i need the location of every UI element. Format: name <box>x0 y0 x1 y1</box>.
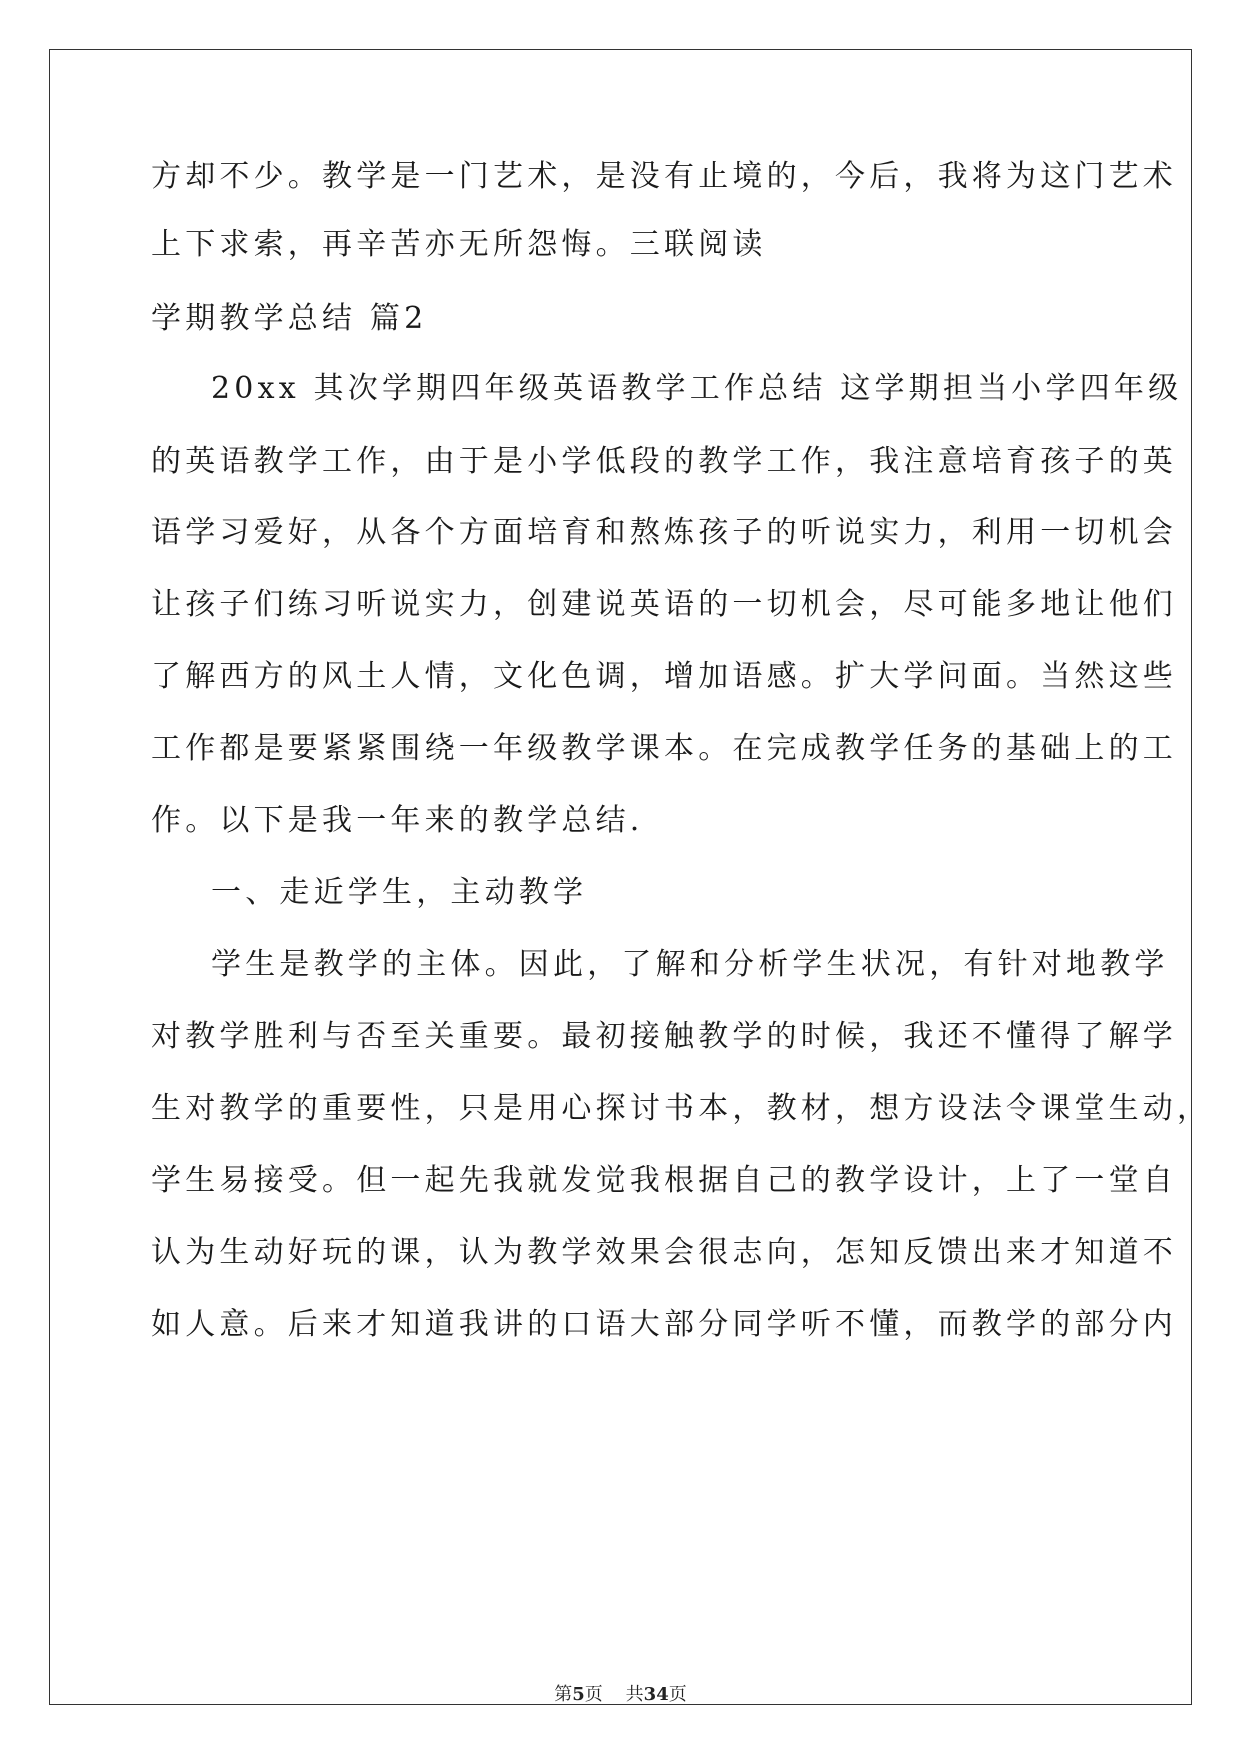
text-line: 了解西方的风土人情，文化色调，增加语感。扩大学问面。当然这些 <box>151 659 1177 694</box>
text-line: 让孩子们练习听说实力，创建说英语的一切机会，尽可能多地让他们 <box>151 587 1177 622</box>
page-suffix: 页 <box>584 1684 603 1705</box>
total-prefix: 共 <box>625 1684 644 1705</box>
text-line: 工作都是要紧紧围绕一年级教学课本。在完成教学任务的基础上的工 <box>151 731 1177 766</box>
paragraph-first-line: 学生是教学的主体。因此，了解和分析学生状况，有针对地教学 <box>211 947 1169 982</box>
text-line: 作。以下是我一年来的教学总结. <box>151 803 644 838</box>
page-prefix: 第 <box>554 1684 573 1705</box>
text-line: 上下求索，再辛苦亦无所怨悔。三联阅读 <box>151 227 767 262</box>
text-line: 学生易接受。但一起先我就发觉我根据自己的教学设计，上了一堂自 <box>151 1163 1177 1198</box>
section-heading: 学期教学总结 篇2 <box>151 301 428 336</box>
total-suffix: 页 <box>668 1684 687 1705</box>
text-line: 语学习爱好，从各个方面培育和熬炼孩子的听说实力，利用一切机会 <box>151 515 1177 550</box>
text-line: 如人意。后来才知道我讲的口语大部分同学听不懂，而教学的部分内 <box>151 1307 1177 1342</box>
text-line: 方却不少。教学是一门艺术，是没有止境的，今后，我将为这门艺术 <box>151 159 1177 194</box>
paragraph-first-line: 20xx 其次学期四年级英语教学工作总结 这学期担当小学四年级 <box>211 371 1183 406</box>
text-line: 生对教学的重要性，只是用心探讨书本，教材，想方设法令课堂生动， <box>151 1091 1212 1126</box>
subsection-heading: 一、走近学生，主动教学 <box>211 875 588 910</box>
text-line: 认为生动好玩的课，认为教学效果会很志向，怎知反馈出来才知道不 <box>151 1235 1177 1270</box>
page-footer <box>0 1683 1241 1707</box>
text-line: 对教学胜利与否至关重要。最初接触教学的时候，我还不懂得了解学 <box>151 1019 1177 1054</box>
total-pages: 34 <box>643 1684 669 1705</box>
text-line: 的英语教学工作，由于是小学低段的教学工作，我注意培育孩子的英 <box>151 444 1177 479</box>
page-number: 5 <box>572 1684 585 1705</box>
